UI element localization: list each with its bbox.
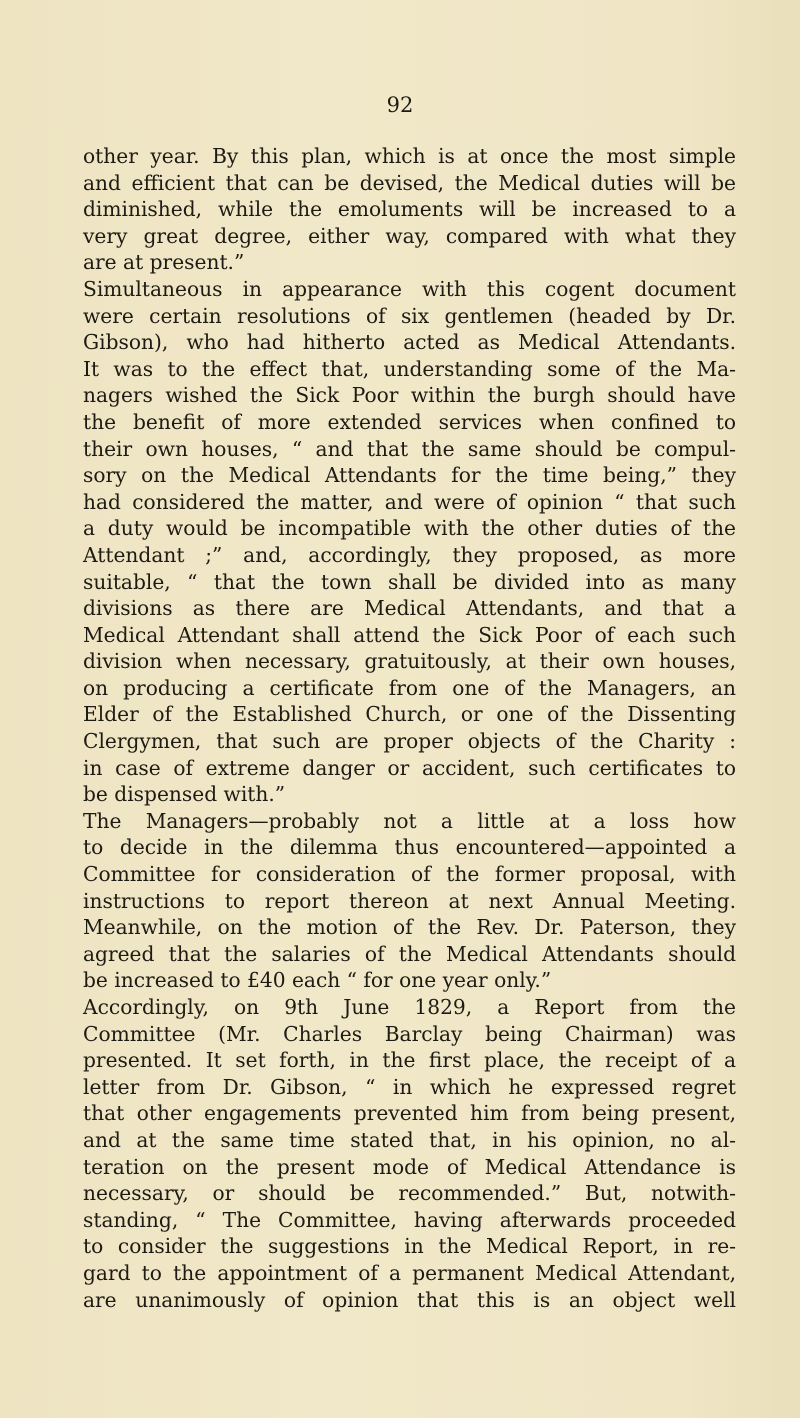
text-line: gard to the appointment of a permanent Medical Attendant, (83, 1260, 736, 1285)
text-line: the benefit of more extended services when confined to (83, 409, 736, 434)
text-line: were certain resolutions of six gentlemen (headed by Dr. (83, 303, 736, 328)
text-line: suitable, “ that the town shall be divided into as many (83, 569, 736, 594)
text-line: standing, “ The Committee, having afterwards proceeded (83, 1207, 736, 1232)
text-line: sory on the Medical Attendants for the time being,” they (83, 463, 736, 488)
text-line: It was to the effect that, understanding some of the Ma- (83, 356, 736, 381)
text-line: other year. By this plan, which is at once the most simple (83, 144, 736, 168)
text-line: presented. It set forth, in the first place, the receipt of a (83, 1048, 736, 1073)
text-line: Gibson), who had hitherto acted as Medical Attendants. (83, 330, 736, 355)
text-line: in case of extreme danger or accident, such certificates to (83, 755, 736, 780)
text-line: to decide in the dilemma thus encountered—appointed a (83, 835, 736, 860)
text-line: very great degree, either way, compared with what they (83, 223, 736, 248)
text-line: nagers wished the Sick Poor within the burgh should have (83, 383, 736, 408)
text-line: on producing a certificate from one of the Managers, an (83, 675, 736, 700)
text-line: diminished, while the emoluments will be increased to a (83, 197, 736, 222)
text-line: and efficient that can be devised, the Medical duties will be (83, 170, 736, 195)
text-line: had considered the matter, and were of opinion “ that such (83, 489, 736, 514)
text-line: Meanwhile, on the motion of the Rev. Dr. Paterson, they (83, 915, 736, 940)
text-line: Clergymen, that such are proper objects of the Charity : (83, 729, 736, 754)
text-line: and at the same time stated that, in his opinion, no al- (83, 1127, 736, 1152)
text-line: be dispensed with.” (83, 782, 286, 807)
text-line: a duty would be incompatible with the other duties of the (83, 516, 736, 541)
text-line: their own houses, “ and that the same should be compul- (83, 436, 736, 461)
text-line: necessary, or should be recommended.” But, notwith- (83, 1181, 736, 1206)
body-text (83, 143, 736, 1313)
text-line: are at present.” (83, 250, 245, 275)
text-line: to consider the suggestions in the Medical Report, in re- (83, 1234, 736, 1259)
text-line: teration on the present mode of Medical Attendance is (83, 1154, 736, 1179)
text-line: be increased to £40 each “ for one year only.” (83, 968, 552, 993)
text-line: Committee for consideration of the former proposal, with (83, 862, 736, 887)
text-line: Medical Attendant shall attend the Sick Poor of each such (83, 622, 736, 647)
text-line: Elder of the Established Church, or one of the Dissenting (83, 702, 736, 727)
text-line: instructions to report thereon at next Annual Meeting. (83, 888, 736, 913)
text-line: are unanimously of opinion that this is an object well (83, 1287, 736, 1312)
text-line: division when necessary, gratuitously, at their own houses, (83, 649, 736, 674)
text-line: that other engagements prevented him from being present, (83, 1101, 736, 1126)
text-line: The Managers—probably not a little at a loss how (83, 808, 736, 833)
text-line: letter from Dr. Gibson, “ in which he expressed regret (83, 1074, 736, 1099)
text-line: Simultaneous in appearance with this cogent document (83, 276, 736, 301)
text-line: Attendant ;” and, accordingly, they proposed, as more (83, 542, 736, 567)
text-line: Accordingly, on 9th June 1829, a Report from the (83, 995, 736, 1019)
text-line: Committee (Mr. Charles Barclay being Chairman) was (83, 1021, 736, 1046)
text-line: agreed that the salaries of the Medical Attendants should (83, 941, 736, 966)
text-line: divisions as there are Medical Attendants, and that a (83, 596, 736, 621)
page-number: 92 (386, 93, 414, 117)
